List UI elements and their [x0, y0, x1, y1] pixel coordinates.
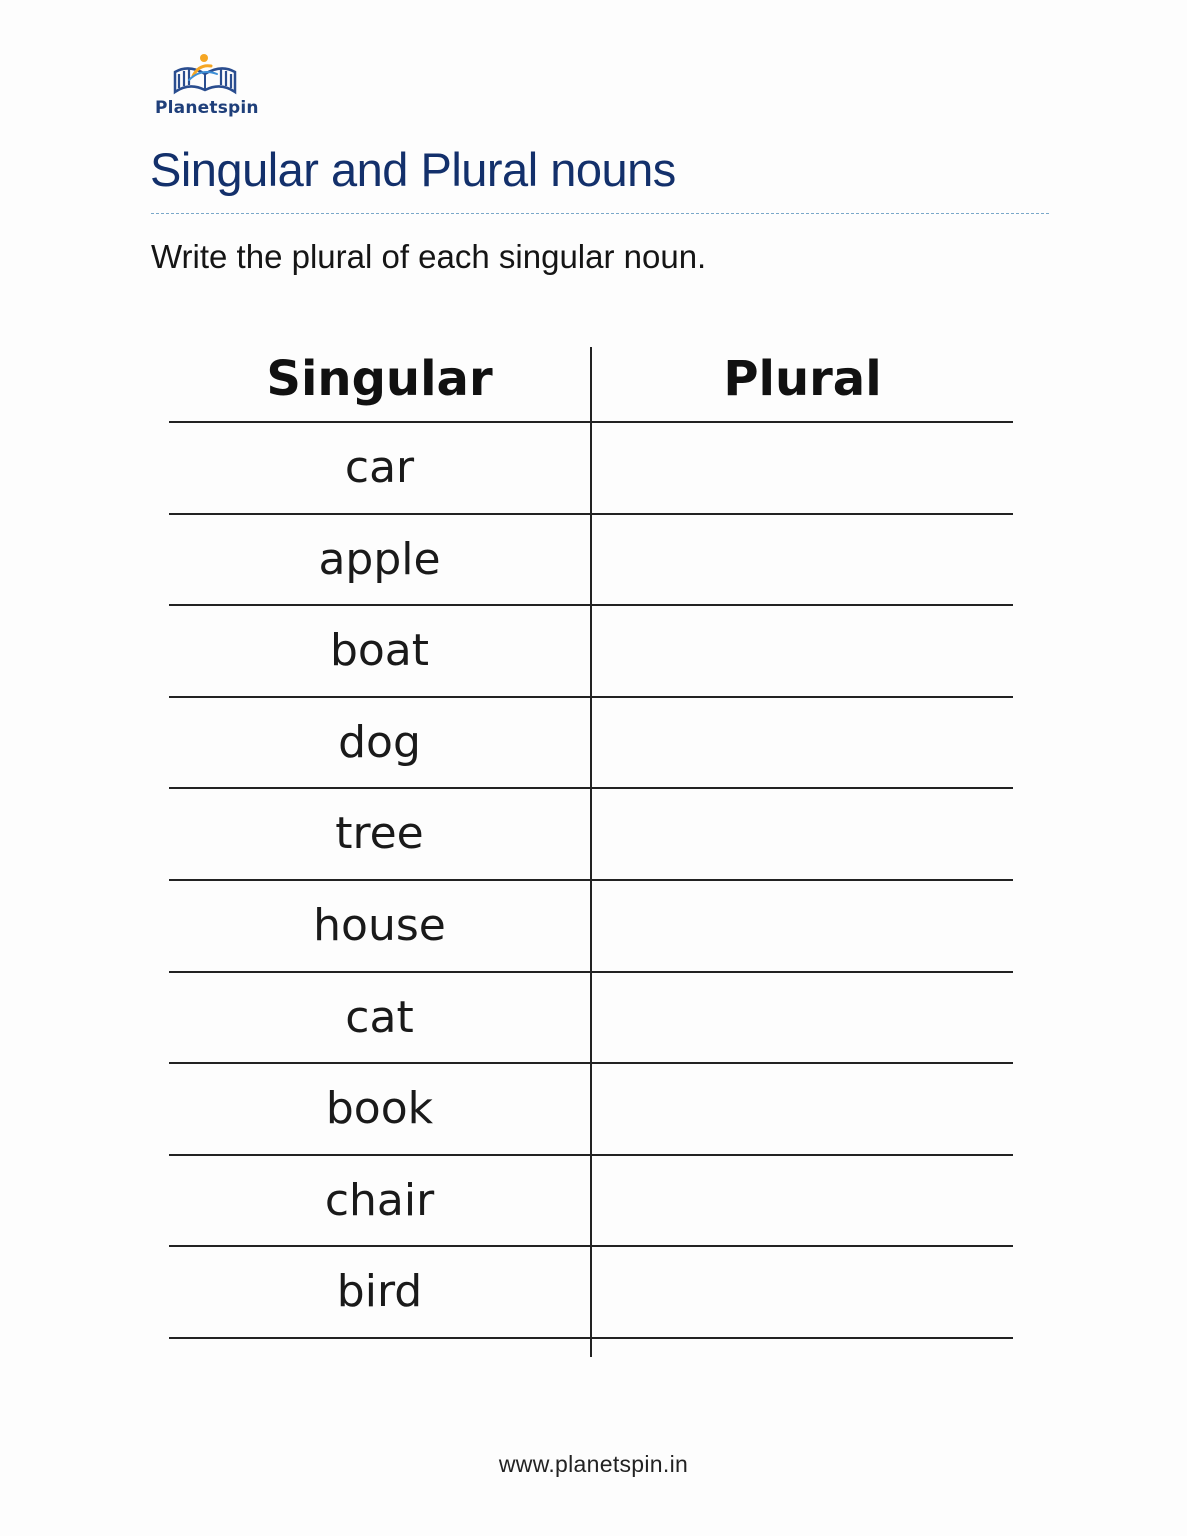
plural-answer-cell[interactable] [592, 789, 1013, 879]
footer-url: www.planetspin.in [498, 1451, 689, 1477]
brand-name: Planetspin [155, 98, 259, 118]
noun-table [169, 347, 1013, 1357]
column-header-plural: Plural [723, 351, 882, 407]
singular-noun-cell: chair [324, 1174, 435, 1226]
page-title: Singular and Plural nouns [150, 143, 676, 196]
title-divider [151, 213, 1049, 214]
brand-logo [150, 50, 262, 126]
plural-answer-cell[interactable] [592, 1156, 1013, 1246]
plural-answer-cell[interactable] [592, 698, 1013, 788]
plural-answer-cell[interactable] [592, 423, 1013, 513]
plural-answer-cell[interactable] [592, 881, 1013, 971]
plural-answer-cell[interactable] [592, 515, 1013, 605]
singular-noun-cell: boat [329, 625, 430, 677]
instruction-text: Write the plural of each singular noun. [151, 238, 707, 275]
singular-noun-cell: car [344, 442, 415, 493]
singular-noun-cell: apple [318, 533, 441, 585]
column-divider [590, 347, 592, 1357]
singular-noun-cell: tree [335, 808, 424, 860]
singular-noun-cell: dog [338, 716, 421, 768]
open-book-logo-icon [171, 52, 239, 96]
singular-noun-cell: bird [336, 1266, 423, 1318]
plural-answer-cell[interactable] [592, 973, 1013, 1063]
column-header-singular: Singular [266, 351, 493, 407]
singular-noun-cell: cat [345, 991, 414, 1043]
singular-noun-cell: book [325, 1083, 434, 1135]
plural-answer-cell[interactable] [592, 1247, 1013, 1337]
singular-noun-cell: house [313, 900, 446, 951]
plural-answer-cell[interactable] [592, 606, 1013, 696]
plural-answer-cell[interactable] [592, 1064, 1013, 1154]
